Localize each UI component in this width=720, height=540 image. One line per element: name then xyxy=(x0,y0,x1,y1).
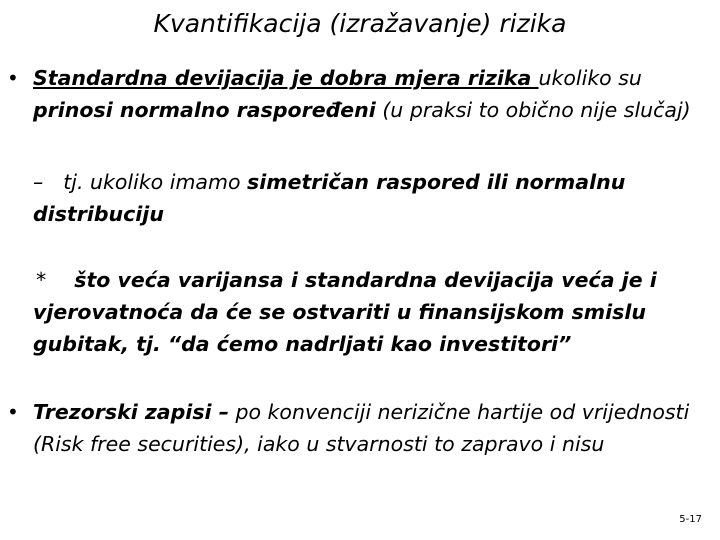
bullet-standard-deviation xyxy=(33,62,693,126)
sub-bullet-dash: – xyxy=(33,170,44,194)
bullet-marker: • xyxy=(7,66,19,90)
page-number: 5-17 xyxy=(679,514,702,525)
bullet1-underlined-bold: Standardna devijacija je dobra mjera rizika xyxy=(33,66,539,90)
bullet-marker: • xyxy=(7,400,19,424)
bullet-treasury-bills xyxy=(33,396,713,460)
bullet1-text-tail: (u praksi to obično nije slučaj) xyxy=(375,98,691,122)
sub-bullet-text: tj. ukoliko imamo xyxy=(63,170,247,194)
sub-bullet-bold-text: simetričan raspored ili normalnu distribuciju xyxy=(33,170,626,226)
star-note xyxy=(33,264,693,360)
bullet2-text: po konvenciji nerizične hartije od vrijednosti (Risk free securities), iako u stvarnosti to zapravo i nisu xyxy=(33,400,690,456)
bullet2-bold-text: Trezorski zapisi – xyxy=(33,400,229,424)
star-note-text: što veća varijansa i standardna devijacija veća je i vjerovatnoća da će se ostvariti u finansijskom smislu gubitak, tj. “da ćemo nadrljati kao investitori” xyxy=(33,268,657,356)
bullet1-bold-text: prinosi normalno raspoređeni xyxy=(33,98,376,122)
slide-title: Kvantifikacija (izražavanje) rizika xyxy=(153,9,567,38)
star-marker: * xyxy=(36,268,47,292)
sub-bullet-symmetric xyxy=(33,166,693,230)
bullet1-text: ukoliko su xyxy=(538,66,642,90)
